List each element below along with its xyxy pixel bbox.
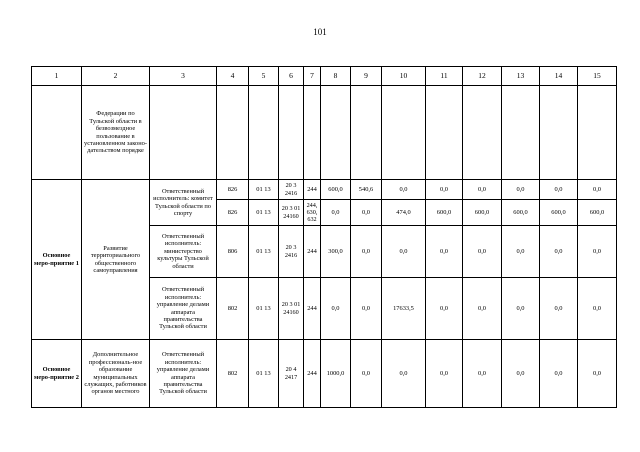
data-cell: 0,0 <box>578 340 617 408</box>
data-cell: 0,0 <box>351 340 382 408</box>
data-cell: 0,0 <box>351 200 382 226</box>
data-cell: 0,0 <box>502 278 540 340</box>
data-cell: 300,0 <box>321 226 351 278</box>
data-cell: 474,0 <box>382 200 426 226</box>
header-cell: 13 <box>502 67 540 86</box>
data-cell: 0,0 <box>578 278 617 340</box>
measure-description: Развитие территориального общественного самоуправления <box>82 180 150 340</box>
data-cell: 244 <box>304 226 321 278</box>
page-number: 101 <box>313 27 327 37</box>
data-cell: 0,0 <box>540 340 578 408</box>
data-cell: 0,0 <box>426 180 463 200</box>
continuation-row <box>32 86 617 180</box>
data-cell: 244 <box>304 278 321 340</box>
data-cell: 600,0 <box>426 200 463 226</box>
data-cell: 01 13 <box>249 200 279 226</box>
data-cell: 0,0 <box>426 226 463 278</box>
data-cell: 20 4 2417 <box>279 340 304 408</box>
header-cell: 12 <box>463 67 502 86</box>
header-cell: 5 <box>249 67 279 86</box>
header-cell: 14 <box>540 67 578 86</box>
header-cell: 8 <box>321 67 351 86</box>
data-cell: 0,0 <box>502 180 540 200</box>
data-cell: 0,0 <box>540 180 578 200</box>
data-cell: 1000,0 <box>321 340 351 408</box>
header-cell: 7 <box>304 67 321 86</box>
data-cell: 806 <box>217 226 249 278</box>
data-cell: 20 3 01 24160 <box>279 200 304 226</box>
data-cell: 0,0 <box>578 180 617 200</box>
data-cell: 0,0 <box>463 278 502 340</box>
data-cell: 0,0 <box>578 226 617 278</box>
data-cell: 600,0 <box>578 200 617 226</box>
header-row <box>32 67 617 86</box>
data-cell: 802 <box>217 278 249 340</box>
measure-description: Дополнительное профессиональ-ное образование муниципальных служащих, работников органов местного <box>82 340 150 408</box>
header-cell: 3 <box>150 67 217 86</box>
data-cell: 01 13 <box>249 226 279 278</box>
data-cell: 20 3 01 24160 <box>279 278 304 340</box>
data-cell: 20 3 2416 <box>279 226 304 278</box>
header-cell: 10 <box>382 67 426 86</box>
data-cell: 0,0 <box>502 226 540 278</box>
executor-cell: Ответственный исполнитель: комитет Тульской области по спорту <box>150 180 217 226</box>
data-cell: 01 13 <box>249 278 279 340</box>
data-cell: 0,0 <box>463 180 502 200</box>
measure-label: Основное меро-приятие 2 <box>32 340 82 408</box>
data-cell: 0,0 <box>351 278 382 340</box>
data-cell: 826 <box>217 200 249 226</box>
data-cell: 0,0 <box>426 340 463 408</box>
executor-cell: Ответственный исполнитель: управление делами аппарата правительства Тульской области <box>150 340 217 408</box>
data-cell: 01 13 <box>249 180 279 200</box>
data-cell: 0,0 <box>321 278 351 340</box>
header-cell: 4 <box>217 67 249 86</box>
data-cell: 244 <box>304 180 321 200</box>
data-cell: 0,0 <box>540 226 578 278</box>
measure-description: Федерации по Тульской области в безвозмездное пользование в установленном законо-дательством порядке <box>82 86 150 180</box>
data-cell: 600,0 <box>463 200 502 226</box>
data-cell: 244, 630, 632 <box>304 200 321 226</box>
executor-cell: Ответственный исполнитель: министерство культуры Тульской области <box>150 226 217 278</box>
data-cell: 0,0 <box>463 340 502 408</box>
data-cell: 0,0 <box>382 226 426 278</box>
data-cell: 0,0 <box>426 278 463 340</box>
data-cell: 802 <box>217 340 249 408</box>
data-cell: 01 13 <box>249 340 279 408</box>
header-cell: 15 <box>578 67 617 86</box>
header-cell: 2 <box>82 67 150 86</box>
data-cell: 0,0 <box>502 340 540 408</box>
data-cell: 600,0 <box>502 200 540 226</box>
data-cell: 0,0 <box>382 340 426 408</box>
data-cell: 0,0 <box>540 278 578 340</box>
data-cell: 0,0 <box>463 226 502 278</box>
data-cell: 20 3 2416 <box>279 180 304 200</box>
data-cell: 540,6 <box>351 180 382 200</box>
data-cell: 244 <box>304 340 321 408</box>
measure-label: Основное меро-приятие 1 <box>32 180 82 340</box>
table-row <box>32 180 617 200</box>
header-cell: 6 <box>279 67 304 86</box>
budget-table <box>31 66 617 408</box>
data-cell: 826 <box>217 180 249 200</box>
executor-cell: Ответственный исполнитель: управление делами аппарата правительства Тульской области <box>150 278 217 340</box>
data-cell: 600,0 <box>540 200 578 226</box>
header-cell: 11 <box>426 67 463 86</box>
data-cell: 17633,5 <box>382 278 426 340</box>
table-row <box>32 340 617 408</box>
header-cell: 9 <box>351 67 382 86</box>
data-cell: 0,0 <box>351 226 382 278</box>
data-cell: 600,0 <box>321 180 351 200</box>
header-cell: 1 <box>32 67 82 86</box>
data-cell: 0,0 <box>382 180 426 200</box>
data-cell: 0,0 <box>321 200 351 226</box>
